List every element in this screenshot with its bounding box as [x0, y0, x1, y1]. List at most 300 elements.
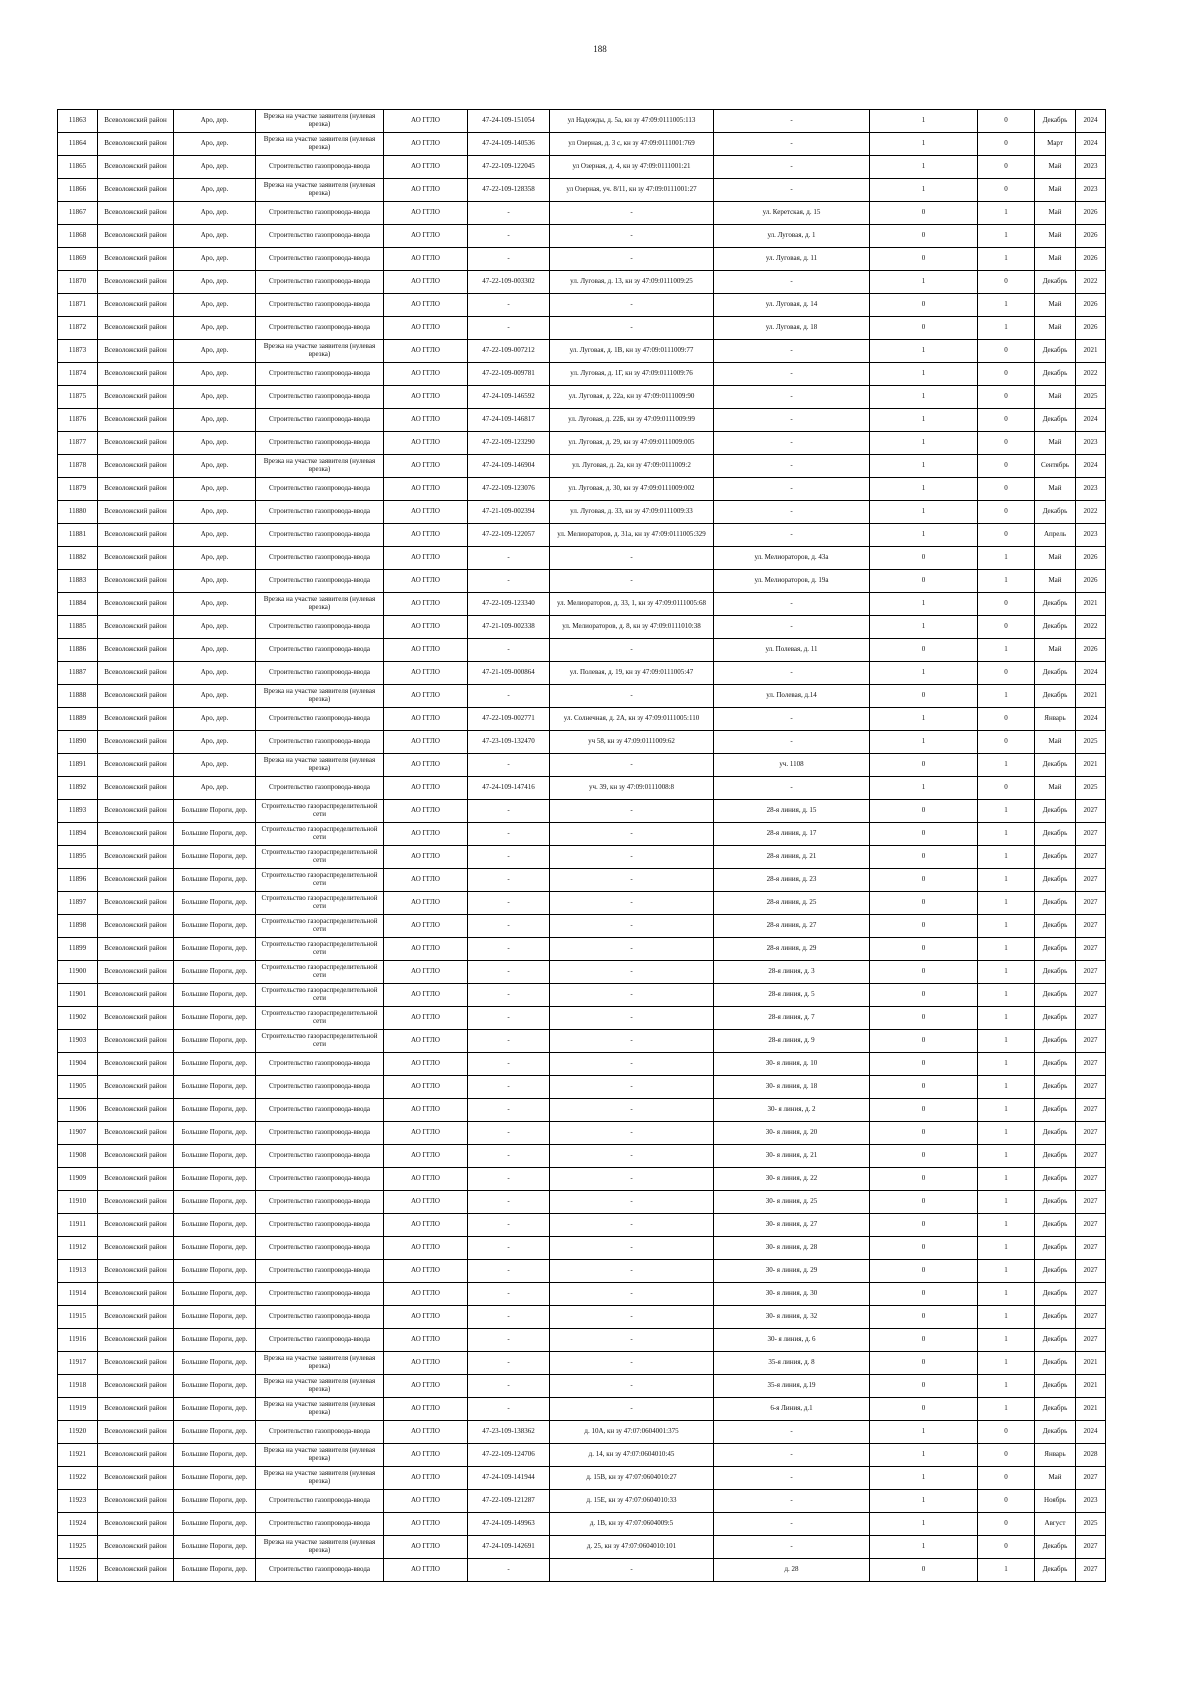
organization-cell: АО ГГЛО: [384, 1260, 468, 1283]
table-row: [58, 869, 1106, 892]
month-cell: Декабрь: [1035, 869, 1076, 892]
count-b-cell: 1: [978, 248, 1035, 271]
address-cell: 30- я линия, д. 21: [714, 1145, 870, 1168]
year-cell: 2027: [1076, 823, 1106, 846]
year-cell: 2023: [1076, 156, 1106, 179]
application-number-cell: -: [468, 1099, 550, 1122]
count-b-cell: 0: [978, 616, 1035, 639]
month-cell: Декабрь: [1035, 846, 1076, 869]
settlement-cell: Большие Пороги, дер.: [174, 1076, 256, 1099]
month-cell: Декабрь: [1035, 340, 1076, 363]
month-cell: Декабрь: [1035, 984, 1076, 1007]
count-b-cell: 0: [978, 432, 1035, 455]
application-number-cell: -: [468, 1352, 550, 1375]
address-cell: -: [714, 1421, 870, 1444]
month-cell: Декабрь: [1035, 271, 1076, 294]
row-number-cell: 11896: [58, 869, 98, 892]
organization-cell: АО ГГЛО: [384, 1237, 468, 1260]
table-row: [58, 1536, 1106, 1559]
work-type-cell: Строительство газопровода-ввода: [256, 1214, 384, 1237]
year-cell: 2027: [1076, 869, 1106, 892]
row-number-cell: 11889: [58, 708, 98, 731]
count-b-cell: 1: [978, 1145, 1035, 1168]
year-cell: 2027: [1076, 1467, 1106, 1490]
year-cell: 2024: [1076, 455, 1106, 478]
settlement-cell: Аро, дер.: [174, 455, 256, 478]
address-cell: -: [714, 340, 870, 363]
year-cell: 2026: [1076, 570, 1106, 593]
month-cell: Декабрь: [1035, 1191, 1076, 1214]
settlement-cell: Аро, дер.: [174, 294, 256, 317]
application-number-cell: -: [468, 892, 550, 915]
count-a-cell: 0: [870, 294, 978, 317]
organization-cell: АО ГГЛО: [384, 1444, 468, 1467]
count-b-cell: 1: [978, 846, 1035, 869]
month-cell: Декабрь: [1035, 1283, 1076, 1306]
district-cell: Всеволожский район: [98, 915, 174, 938]
settlement-cell: Аро, дер.: [174, 363, 256, 386]
row-number-cell: 11897: [58, 892, 98, 915]
settlement-cell: Большие Пороги, дер.: [174, 1191, 256, 1214]
settlement-cell: Аро, дер.: [174, 639, 256, 662]
row-number-cell: 11874: [58, 363, 98, 386]
work-type-cell: Строительство газопровода-ввода: [256, 524, 384, 547]
count-a-cell: 1: [870, 1444, 978, 1467]
district-cell: Всеволожский район: [98, 570, 174, 593]
row-number-cell: 11884: [58, 593, 98, 616]
settlement-cell: Большие Пороги, дер.: [174, 984, 256, 1007]
organization-cell: АО ГГЛО: [384, 570, 468, 593]
work-type-cell: Строительство газопровода-ввода: [256, 1122, 384, 1145]
year-cell: 2027: [1076, 892, 1106, 915]
cadastral-address-cell: -: [550, 869, 714, 892]
work-type-cell: Строительство газораспределительной сети: [256, 915, 384, 938]
table-row: [58, 823, 1106, 846]
district-cell: Всеволожский район: [98, 639, 174, 662]
count-a-cell: 0: [870, 1053, 978, 1076]
cadastral-address-cell: -: [550, 1237, 714, 1260]
count-b-cell: 0: [978, 777, 1035, 800]
page-number: 188: [593, 44, 607, 54]
cadastral-address-cell: д. 1В, кн зу 47:07:0604009:5: [550, 1513, 714, 1536]
month-cell: Декабрь: [1035, 1375, 1076, 1398]
application-number-cell: -: [468, 800, 550, 823]
row-number-cell: 11869: [58, 248, 98, 271]
count-b-cell: 0: [978, 731, 1035, 754]
organization-cell: АО ГГЛО: [384, 1421, 468, 1444]
year-cell: 2021: [1076, 1352, 1106, 1375]
district-cell: Всеволожский район: [98, 1191, 174, 1214]
work-type-cell: Строительство газопровода-ввода: [256, 248, 384, 271]
cadastral-address-cell: -: [550, 1375, 714, 1398]
organization-cell: АО ГГЛО: [384, 616, 468, 639]
district-cell: Всеволожский район: [98, 1306, 174, 1329]
count-a-cell: 0: [870, 1398, 978, 1421]
settlement-cell: Большие Пороги, дер.: [174, 1099, 256, 1122]
count-b-cell: 1: [978, 1306, 1035, 1329]
year-cell: 2024: [1076, 1421, 1106, 1444]
year-cell: 2024: [1076, 708, 1106, 731]
row-number-cell: 11901: [58, 984, 98, 1007]
settlement-cell: Большие Пороги, дер.: [174, 846, 256, 869]
count-a-cell: 0: [870, 1329, 978, 1352]
cadastral-address-cell: -: [550, 1398, 714, 1421]
cadastral-address-cell: -: [550, 1306, 714, 1329]
table-row: [58, 501, 1106, 524]
row-number-cell: 11877: [58, 432, 98, 455]
table-row: [58, 1099, 1106, 1122]
application-number-cell: -: [468, 1007, 550, 1030]
year-cell: 2027: [1076, 1076, 1106, 1099]
table-row: [58, 639, 1106, 662]
month-cell: Май: [1035, 386, 1076, 409]
application-number-cell: -: [468, 685, 550, 708]
row-number-cell: 11912: [58, 1237, 98, 1260]
application-number-cell: -: [468, 317, 550, 340]
address-cell: -: [714, 432, 870, 455]
district-cell: Всеволожский район: [98, 869, 174, 892]
application-number-cell: -: [468, 1375, 550, 1398]
work-type-cell: Врезка на участке заявителя (нулевая врезка): [256, 179, 384, 202]
settlement-cell: Аро, дер.: [174, 271, 256, 294]
settlement-cell: Большие Пороги, дер.: [174, 800, 256, 823]
table-row: [58, 1559, 1106, 1582]
work-type-cell: Строительство газораспределительной сети: [256, 846, 384, 869]
count-a-cell: 0: [870, 869, 978, 892]
address-cell: -: [714, 616, 870, 639]
table-row: [58, 892, 1106, 915]
cadastral-address-cell: -: [550, 961, 714, 984]
year-cell: 2027: [1076, 1145, 1106, 1168]
count-a-cell: 0: [870, 961, 978, 984]
cadastral-address-cell: -: [550, 1260, 714, 1283]
address-cell: 30- я линия, д. 22: [714, 1168, 870, 1191]
month-cell: Январь: [1035, 708, 1076, 731]
application-number-cell: -: [468, 915, 550, 938]
address-cell: 28-я линия, д. 17: [714, 823, 870, 846]
address-cell: 28-я линия, д. 25: [714, 892, 870, 915]
work-type-cell: Строительство газопровода-ввода: [256, 1191, 384, 1214]
month-cell: Декабрь: [1035, 1237, 1076, 1260]
organization-cell: АО ГГЛО: [384, 1536, 468, 1559]
organization-cell: АО ГГЛО: [384, 386, 468, 409]
month-cell: Август: [1035, 1513, 1076, 1536]
month-cell: Май: [1035, 294, 1076, 317]
count-b-cell: 0: [978, 1467, 1035, 1490]
work-type-cell: Строительство газопровода-ввода: [256, 386, 384, 409]
count-a-cell: 1: [870, 616, 978, 639]
application-number-cell: -: [468, 1145, 550, 1168]
district-cell: Всеволожский район: [98, 1214, 174, 1237]
row-number-cell: 11918: [58, 1375, 98, 1398]
district-cell: Всеволожский район: [98, 1536, 174, 1559]
work-type-cell: Строительство газораспределительной сети: [256, 984, 384, 1007]
application-number-cell: 47-22-109-121287: [468, 1490, 550, 1513]
year-cell: 2023: [1076, 478, 1106, 501]
table-row: [58, 1076, 1106, 1099]
cadastral-address-cell: д. 14, кн зу 47:07:0604010:45: [550, 1444, 714, 1467]
application-number-cell: 47-22-109-002771: [468, 708, 550, 731]
address-cell: 30- я линия, д. 32: [714, 1306, 870, 1329]
address-cell: -: [714, 386, 870, 409]
work-type-cell: Врезка на участке заявителя (нулевая врезка): [256, 1352, 384, 1375]
count-b-cell: 1: [978, 570, 1035, 593]
cadastral-address-cell: -: [550, 823, 714, 846]
settlement-cell: Большие Пороги, дер.: [174, 1053, 256, 1076]
work-type-cell: Врезка на участке заявителя (нулевая врезка): [256, 455, 384, 478]
row-number-cell: 11868: [58, 225, 98, 248]
row-number-cell: 11872: [58, 317, 98, 340]
count-a-cell: 0: [870, 823, 978, 846]
district-cell: Всеволожский район: [98, 731, 174, 754]
work-type-cell: Строительство газопровода-ввода: [256, 294, 384, 317]
row-number-cell: 11909: [58, 1168, 98, 1191]
year-cell: 2021: [1076, 593, 1106, 616]
address-cell: 30- я линия, д. 2: [714, 1099, 870, 1122]
address-cell: ул. Полевая, д. 11: [714, 639, 870, 662]
address-cell: -: [714, 110, 870, 133]
cadastral-address-cell: -: [550, 984, 714, 1007]
address-cell: ул. Мелиораторов, д. 19а: [714, 570, 870, 593]
work-type-cell: Строительство газопровода-ввода: [256, 501, 384, 524]
work-type-cell: Врезка на участке заявителя (нулевая врезка): [256, 1375, 384, 1398]
work-type-cell: Строительство газопровода-ввода: [256, 1099, 384, 1122]
row-number-cell: 11921: [58, 1444, 98, 1467]
application-number-cell: 47-24-109-140536: [468, 133, 550, 156]
year-cell: 2027: [1076, 984, 1106, 1007]
cadastral-address-cell: -: [550, 1122, 714, 1145]
count-a-cell: 1: [870, 593, 978, 616]
work-type-cell: Строительство газопровода-ввода: [256, 1329, 384, 1352]
address-cell: -: [714, 1467, 870, 1490]
address-cell: -: [714, 179, 870, 202]
count-a-cell: 1: [870, 662, 978, 685]
month-cell: Апрель: [1035, 524, 1076, 547]
organization-cell: АО ГГЛО: [384, 731, 468, 754]
settlement-cell: Большие Пороги, дер.: [174, 1329, 256, 1352]
month-cell: Май: [1035, 202, 1076, 225]
count-a-cell: 0: [870, 1030, 978, 1053]
cadastral-address-cell: -: [550, 1168, 714, 1191]
settlement-cell: Большие Пороги, дер.: [174, 1007, 256, 1030]
year-cell: 2026: [1076, 317, 1106, 340]
work-type-cell: Строительство газораспределительной сети: [256, 823, 384, 846]
application-number-cell: 47-22-109-123290: [468, 432, 550, 455]
count-a-cell: 1: [870, 1536, 978, 1559]
row-number-cell: 11906: [58, 1099, 98, 1122]
district-cell: Всеволожский район: [98, 1444, 174, 1467]
count-b-cell: 1: [978, 869, 1035, 892]
application-number-cell: -: [468, 1329, 550, 1352]
cadastral-address-cell: -: [550, 225, 714, 248]
district-cell: Всеволожский район: [98, 938, 174, 961]
table-row: [58, 616, 1106, 639]
count-b-cell: 1: [978, 1099, 1035, 1122]
cadastral-address-cell: -: [550, 800, 714, 823]
district-cell: Всеволожский район: [98, 685, 174, 708]
count-a-cell: 0: [870, 846, 978, 869]
month-cell: Декабрь: [1035, 915, 1076, 938]
table-row: [58, 547, 1106, 570]
month-cell: Декабрь: [1035, 1030, 1076, 1053]
settlement-cell: Аро, дер.: [174, 248, 256, 271]
district-cell: Всеволожский район: [98, 1398, 174, 1421]
cadastral-address-cell: -: [550, 1030, 714, 1053]
year-cell: 2024: [1076, 409, 1106, 432]
cadastral-address-cell: ул. Луговая, д. 33, кн зу 47:09:0111009:33: [550, 501, 714, 524]
application-number-cell: -: [468, 938, 550, 961]
table-row: [58, 478, 1106, 501]
count-b-cell: 0: [978, 133, 1035, 156]
month-cell: Декабрь: [1035, 938, 1076, 961]
table-row: [58, 731, 1106, 754]
address-cell: -: [714, 593, 870, 616]
application-number-cell: -: [468, 961, 550, 984]
district-cell: Всеволожский район: [98, 271, 174, 294]
settlement-cell: Большие Пороги, дер.: [174, 1260, 256, 1283]
row-number-cell: 11873: [58, 340, 98, 363]
count-b-cell: 1: [978, 202, 1035, 225]
count-b-cell: 0: [978, 156, 1035, 179]
district-cell: Всеволожский район: [98, 823, 174, 846]
cadastral-address-cell: ул. Мелиораторов, д. 33, 1, кн зу 47:09:0111005:68: [550, 593, 714, 616]
cadastral-address-cell: -: [550, 1007, 714, 1030]
address-cell: 30- я линия, д. 20: [714, 1122, 870, 1145]
address-cell: ул. Мелиораторов, д. 43а: [714, 547, 870, 570]
district-cell: Всеволожский район: [98, 248, 174, 271]
district-cell: Всеволожский район: [98, 1099, 174, 1122]
organization-cell: АО ГГЛО: [384, 1329, 468, 1352]
organization-cell: АО ГГЛО: [384, 846, 468, 869]
organization-cell: АО ГГЛО: [384, 685, 468, 708]
month-cell: Декабрь: [1035, 1329, 1076, 1352]
cadastral-address-cell: -: [550, 754, 714, 777]
cadastral-address-cell: -: [550, 547, 714, 570]
cadastral-address-cell: уч. 39, кн зу 47:09:0111008:8: [550, 777, 714, 800]
settlement-cell: Большие Пороги, дер.: [174, 892, 256, 915]
organization-cell: АО ГГЛО: [384, 1467, 468, 1490]
count-b-cell: 1: [978, 1168, 1035, 1191]
year-cell: 2024: [1076, 110, 1106, 133]
row-number-cell: 11882: [58, 547, 98, 570]
application-number-cell: 47-22-109-009781: [468, 363, 550, 386]
count-b-cell: 0: [978, 271, 1035, 294]
row-number-cell: 11894: [58, 823, 98, 846]
table-row: [58, 708, 1106, 731]
application-number-cell: -: [468, 846, 550, 869]
count-b-cell: 1: [978, 1559, 1035, 1582]
table-row: [58, 1191, 1106, 1214]
row-number-cell: 11878: [58, 455, 98, 478]
address-cell: -: [714, 708, 870, 731]
count-b-cell: 0: [978, 455, 1035, 478]
cadastral-address-cell: -: [550, 938, 714, 961]
district-cell: Всеволожский район: [98, 225, 174, 248]
table-row: [58, 1352, 1106, 1375]
work-type-cell: Врезка на участке заявителя (нулевая врезка): [256, 1398, 384, 1421]
table-row: [58, 1467, 1106, 1490]
application-number-cell: -: [468, 202, 550, 225]
table-row: [58, 1237, 1106, 1260]
address-cell: -: [714, 1536, 870, 1559]
row-number-cell: 11923: [58, 1490, 98, 1513]
month-cell: Сентябрь: [1035, 455, 1076, 478]
count-a-cell: 0: [870, 1214, 978, 1237]
work-type-cell: Строительство газопровода-ввода: [256, 1306, 384, 1329]
count-b-cell: 1: [978, 1122, 1035, 1145]
count-a-cell: 0: [870, 685, 978, 708]
address-cell: 28-я линия, д. 27: [714, 915, 870, 938]
row-number-cell: 11881: [58, 524, 98, 547]
year-cell: 2024: [1076, 662, 1106, 685]
settlement-cell: Аро, дер.: [174, 777, 256, 800]
district-cell: Всеволожский район: [98, 478, 174, 501]
count-a-cell: 1: [870, 386, 978, 409]
cadastral-address-cell: ул. Луговая, д. 22а, кн зу 47:09:0111009:90: [550, 386, 714, 409]
district-cell: Всеволожский район: [98, 501, 174, 524]
count-b-cell: 1: [978, 1237, 1035, 1260]
table-row: [58, 1030, 1106, 1053]
application-number-cell: -: [468, 1237, 550, 1260]
address-cell: 30- я линия, д. 30: [714, 1283, 870, 1306]
count-b-cell: 1: [978, 1260, 1035, 1283]
count-a-cell: 0: [870, 1283, 978, 1306]
work-type-cell: Строительство газопровода-ввода: [256, 616, 384, 639]
count-b-cell: 1: [978, 800, 1035, 823]
table-row: [58, 1168, 1106, 1191]
month-cell: Декабрь: [1035, 685, 1076, 708]
work-type-cell: Строительство газопровода-ввода: [256, 639, 384, 662]
cadastral-address-cell: ул. Луговая, д. 13, кн зу 47:09:0111009:25: [550, 271, 714, 294]
year-cell: 2027: [1076, 1168, 1106, 1191]
organization-cell: АО ГГЛО: [384, 317, 468, 340]
organization-cell: АО ГГЛО: [384, 915, 468, 938]
district-cell: Всеволожский район: [98, 892, 174, 915]
cadastral-address-cell: ул. Луговая, д. 1Г, кн зу 47:09:0111009:76: [550, 363, 714, 386]
year-cell: 2025: [1076, 386, 1106, 409]
organization-cell: АО ГГЛО: [384, 1306, 468, 1329]
organization-cell: АО ГГЛО: [384, 823, 468, 846]
district-cell: Всеволожский район: [98, 156, 174, 179]
count-b-cell: 1: [978, 294, 1035, 317]
count-b-cell: 1: [978, 823, 1035, 846]
cadastral-address-cell: -: [550, 294, 714, 317]
district-cell: Всеволожский район: [98, 754, 174, 777]
table-row: [58, 1283, 1106, 1306]
table-row: [58, 1444, 1106, 1467]
application-number-cell: 47-22-109-123340: [468, 593, 550, 616]
application-number-cell: -: [468, 1168, 550, 1191]
table-row: [58, 156, 1106, 179]
year-cell: 2027: [1076, 1214, 1106, 1237]
cadastral-address-cell: -: [550, 248, 714, 271]
count-b-cell: 1: [978, 1283, 1035, 1306]
row-number-cell: 11892: [58, 777, 98, 800]
address-cell: -: [714, 409, 870, 432]
count-a-cell: 0: [870, 225, 978, 248]
organization-cell: АО ГГЛО: [384, 1007, 468, 1030]
month-cell: Декабрь: [1035, 892, 1076, 915]
settlement-cell: Аро, дер.: [174, 754, 256, 777]
application-number-cell: 47-22-109-007212: [468, 340, 550, 363]
application-number-cell: 47-22-109-003302: [468, 271, 550, 294]
work-type-cell: Врезка на участке заявителя (нулевая врезка): [256, 133, 384, 156]
organization-cell: АО ГГЛО: [384, 984, 468, 1007]
address-cell: -: [714, 662, 870, 685]
district-cell: Всеволожский район: [98, 1122, 174, 1145]
application-number-cell: -: [468, 869, 550, 892]
application-number-cell: 47-22-109-124706: [468, 1444, 550, 1467]
